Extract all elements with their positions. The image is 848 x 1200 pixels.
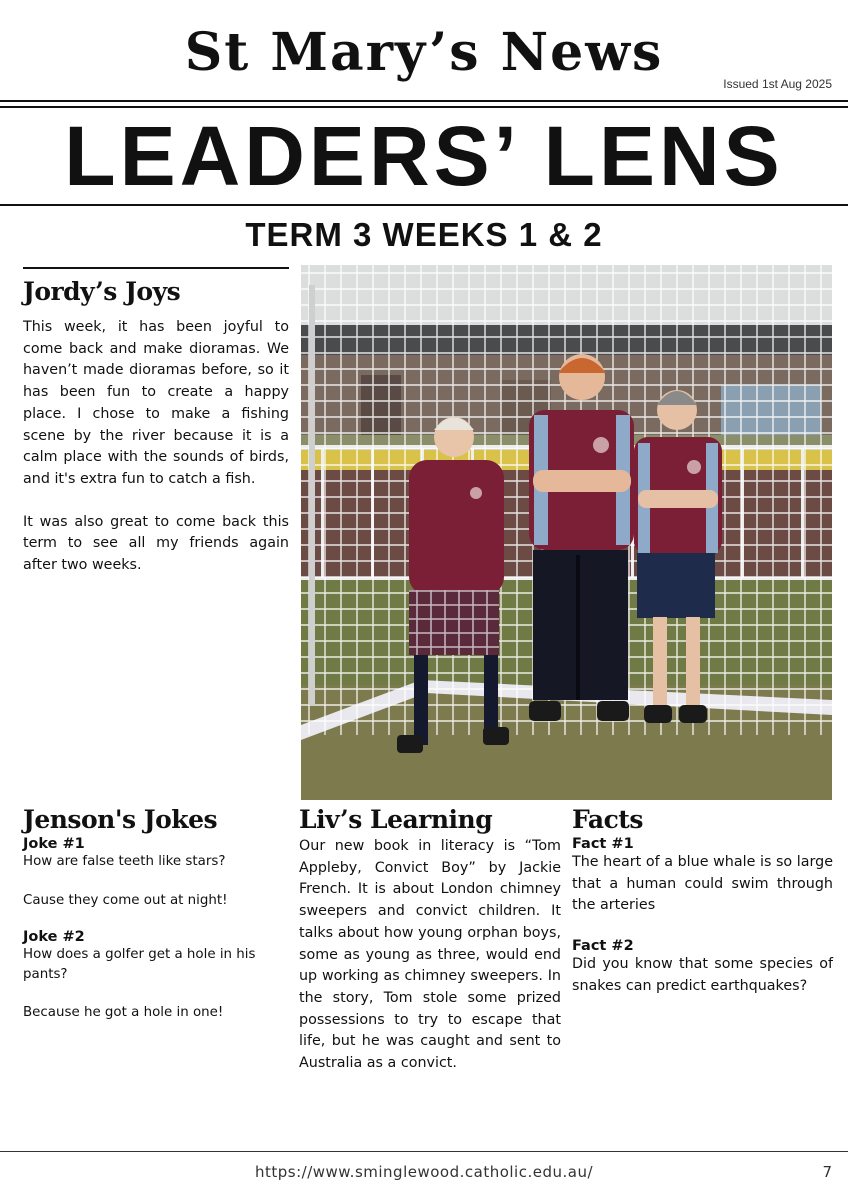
facts-section (572, 805, 833, 998)
students-photo (301, 265, 832, 800)
fact-2-label: Fact #2 (572, 938, 634, 955)
jordy-para-1: This week, it has been joyful to come back and make dioramas. We haven’t made dioramas before, so it has been fun to create a happy place. I chose to make a fishing scene by the river because it is a calm place with the sounds of birds, and it's extra fun to catch a fish. (23, 319, 289, 487)
liv-section (299, 805, 561, 1075)
joke-1-label: Joke #1 (23, 836, 85, 852)
fact-1-text: The heart of a blue whale is so large that a human could swim through the arteries (572, 854, 833, 914)
joke-2-label: Joke #2 (23, 929, 85, 945)
fact-1-label: Fact #1 (572, 836, 634, 852)
page-number: 7 (822, 1163, 832, 1181)
issue-date: Issued 1st Aug 2025 (723, 77, 832, 91)
jordy-section (23, 267, 289, 577)
joke-2-question: How does a golfer get a hole in his pants? (23, 947, 256, 982)
jordy-rule (23, 267, 289, 269)
jordy-para-2: It was also great to come back this term to see all my friends again after two weeks. (23, 513, 289, 574)
masthead-title: St Mary’s News (184, 22, 664, 83)
liv-body: Our new book in literacy is “Tom Appleby, Convict Boy” by Jackie French. It is about London chimney sweepers and convict children. It talks about how young orphan boys, some as young as three, would end up working as chimney sweepers. In the story, Tom stole some prized possessions to try to escape that life, but he was caught and sent to Australia as a convict. (299, 838, 561, 1072)
footer-rule (0, 1151, 848, 1152)
joke-1-answer: Cause they come out at night! (23, 892, 228, 908)
headline: LEADERS’ LENS (64, 109, 784, 203)
jordy-title: Jordy’s Joys (23, 277, 181, 306)
joke-1-question: How are false teeth like stars? (23, 854, 226, 869)
term-title: TERM 3 WEEKS 1 & 2 (245, 216, 603, 253)
footer-url-link[interactable]: https://www.sminglewood.catholic.edu.au/ (254, 1163, 594, 1181)
jenson-title: Jenson's Jokes (23, 805, 218, 834)
facts-title: Facts (572, 805, 643, 834)
jenson-section (23, 805, 291, 1023)
students-photo-illustration (301, 265, 832, 800)
joke-2-answer: Because he got a hole in one! (23, 1005, 224, 1020)
headline-rule (0, 204, 848, 206)
liv-title: Liv’s Learning (299, 805, 493, 834)
fact-2-text: Did you know that some species of snakes can predict earthquakes? (572, 956, 833, 994)
masthead-rule-top (0, 100, 848, 102)
